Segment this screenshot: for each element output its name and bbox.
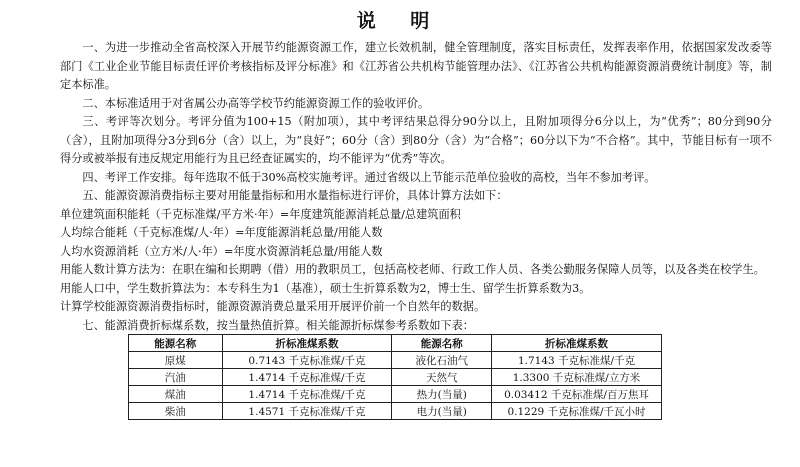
table-cell: 原煤 (129, 352, 223, 369)
header-coefficient: 折标准煤系数 (492, 335, 662, 352)
table-cell: 1.4714 千克标准煤/千克 (222, 369, 392, 386)
table-cell: 0.1229 千克标准煤/千瓦小时 (492, 403, 662, 420)
table-row (129, 386, 662, 403)
table-cell: 0.03412 千克标准煤/百万焦耳 (492, 386, 662, 403)
formula-per-capita-energy: 人均综合能耗（千克标准煤/人·年）=年度能源消耗总量/用能人数 (60, 226, 383, 239)
formula-per-capita-water: 人均水资源消耗（立方米/人·年）=年度水资源消耗总量/用能人数 (60, 244, 383, 258)
paragraph-student-conversion: 用能人口中，学生数折算法为：本专科生为1（基准），硕士生折算系数为2，博士生、留学生折算系数为3。 (60, 281, 591, 295)
table-cell: 1.3300 千克标准煤/立方米 (492, 369, 662, 386)
paragraph-data-year: 计算学校能源资源消费指标时，能源资源消费总量采用开展评价前一个自然年的数据。 (60, 300, 486, 313)
header-energy-name: 能源名称 (129, 335, 223, 352)
table-row (129, 352, 662, 369)
paragraph-arrangement: 四、考评工作安排。每年选取不低于30%高校实施考评。通过省级以上节能示范单位验收的高校，当年不参加考评。 (82, 170, 656, 184)
table-cell: 热力(当量) (392, 386, 492, 403)
header-energy-name: 能源名称 (392, 335, 492, 352)
paragraph-grading: 三、考评等次划分。考评分值为100+15（附加项），其中考评结果总得分90分以上，且附加项得分6分以上，为“优秀”；80分到90分（含），且附加项得分3分到6分（含）以上，为“良好”；60分（含）到80分（含）为“合格”；60分以下为“不合格”。其中，节能目标有一项不得分或被举报有违反规定用能行为且已经查证属实的，均不能评为“优秀”等次。 (60, 115, 772, 165)
table-cell: 天然气 (392, 369, 492, 386)
table-row (129, 369, 662, 386)
page-title: 说 明 (356, 10, 444, 32)
coefficient-table (128, 334, 662, 420)
table-cell: 液化石油气 (392, 352, 492, 369)
document-body (60, 39, 772, 335)
paragraph-user-count: 用能人数计算方法为：在职在编和长期聘（借）用的教职员工，包括高校老师、行政工作人员、各类公勤服务保障人员等，以及各类在校学生。 (60, 263, 765, 276)
table-cell: 柴油 (129, 403, 223, 420)
table-cell: 煤油 (129, 386, 223, 403)
table-row (129, 403, 662, 420)
table-cell: 汽油 (129, 369, 223, 386)
paragraph-indicators: 五、能源资源消费指标主要对用能量指标和用水量指标进行评价，具体计算方法如下： (82, 189, 508, 202)
paragraph-scope: 二、本标准适用于对省属公办高等学校节约能源资源工作的验收评价。 (82, 96, 430, 110)
table-cell: 1.4714 千克标准煤/千克 (222, 386, 392, 403)
formula-building-energy: 单位建筑面积能耗（千克标准煤/平方米·年）=年度建筑能源消耗总量/总建筑面积 (60, 207, 461, 221)
table-cell: 1.4571 千克标准煤/千克 (222, 403, 392, 420)
table-cell: 1.7143 千克标准煤/千克 (492, 352, 662, 369)
table-cell: 电力(当量) (392, 403, 492, 420)
table-cell: 0.7143 千克标准煤/千克 (222, 352, 392, 369)
header-coefficient: 折标准煤系数 (222, 335, 392, 352)
table-header-row (129, 335, 662, 352)
paragraph-purpose: 一、为进一步推动全省高校深入开展节约能源资源工作，建立长效机制，健全管理制度，落实目标责任，发挥表率作用，依据国家发改委等部门《工业企业节能目标责任评价考核指标及评分标准》和《江苏省公共机构节能管理办法》、《江苏省公共机构能源资源消费统计制度》等，制定本标准。 (60, 41, 772, 91)
paragraph-coefficients: 七、能源消费折标煤系数，按当量热值折算。相关能源折标煤参考系数如下表： (82, 318, 474, 332)
